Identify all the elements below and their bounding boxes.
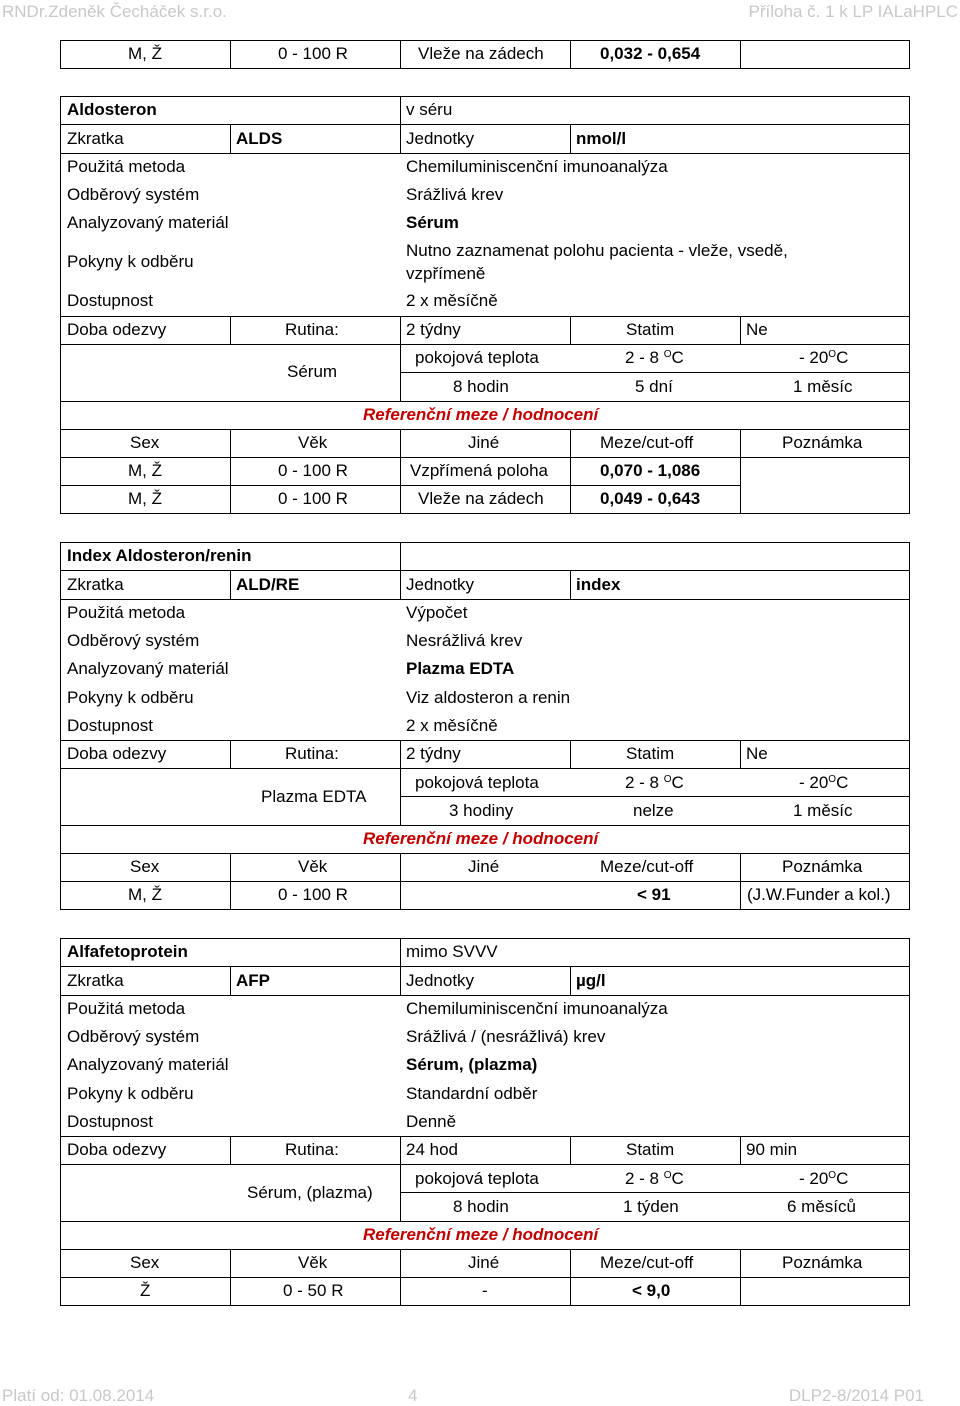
material-value: Plazma EDTA [406,659,515,678]
room-temp-value: 8 hodin [453,377,509,396]
statim-label: Statim [626,744,675,763]
fridge-temp-label: 2 - 8 $^O$C [625,773,684,792]
statim-label: Statim [626,320,675,339]
freeze-temp-value: 1 měsíc [793,801,853,820]
statim-value: Ne [746,744,768,763]
footer-doc-id: DLP2-8/2014 P01 [788,1386,924,1405]
rutina-value: 2 týdny [406,744,461,763]
col-other: Jiné [468,433,500,452]
statim-label: Statim [626,1140,675,1159]
ref-sex: M, Ž [128,44,162,63]
metoda-value: Chemiluminiscenční imunoanalýza [406,999,668,1018]
doba-label: Doba odezvy [67,320,167,339]
pokyny-label: Pokyny k odběru [67,1084,194,1103]
ref-age: 0 - 100 R [278,44,348,63]
system-value: Srážlivá / (nesrážlivá) krev [406,1027,606,1046]
col-sex: Sex [130,857,160,876]
zkratka-value: ALDS [236,129,283,148]
col-other: Jiné [468,857,500,876]
material-label: Analyzovaný materiál [67,213,229,232]
jednotky-label: Jednotky [406,575,475,594]
reference-title: Referenční meze / hodnocení [363,405,599,424]
col-limit: Meze/cut-off [600,433,694,452]
afp-block [60,938,910,1306]
zkratka-label: Zkratka [67,129,124,148]
jednotky-label: Jednotky [406,971,475,990]
dostupnost-value: 2 x měsíčně [406,291,498,310]
ref-limit: 0,032 - 0,654 [600,44,701,63]
jednotky-value: µg/l [576,971,606,990]
ref-note: (J.W.Funder a kol.) [747,885,891,904]
freeze-temp-label: - $20^OC$ [799,773,849,792]
ref-other: Vzpřímená poloha [410,461,548,480]
ref-age: 0 - 100 R [278,489,348,508]
ref-age: 0 - 50 R [283,1281,344,1300]
col-limit: Meze/cut-off [600,857,694,876]
material-value: Sérum, (plazma) [406,1055,538,1074]
doba-label: Doba odezvy [67,744,167,763]
header-attachment: Příloha č. 1 k LP IALaHPLC [748,2,958,21]
analyte-title: Aldosteron [67,100,157,119]
zkratka-value: ALD/RE [236,575,300,594]
dostupnost-value: 2 x měsíčně [406,716,498,735]
col-note: Poznámka [782,433,863,452]
ref-limit: < 9,0 [632,1281,671,1300]
zkratka-label: Zkratka [67,575,124,594]
system-label: Odběrový systém [67,631,200,650]
dostupnost-label: Dostupnost [67,716,153,735]
pokyny-label: Pokyny k odběru [67,252,194,271]
metoda-value: Výpočet [406,603,468,622]
col-note: Poznámka [782,857,863,876]
continuation-row [60,40,910,69]
col-sex: Sex [130,1253,160,1272]
ref-age: 0 - 100 R [278,885,348,904]
fridge-temp-value: nelze [633,801,674,820]
fridge-temp-label: 2 - 8 $^O$C [625,348,684,367]
pokyny-value-line2: vzpřímeně [406,264,486,283]
jednotky-label: Jednotky [406,129,475,148]
ref-limit: < 91 [637,885,671,904]
metoda-label: Použitá metoda [67,999,186,1018]
room-temp-value: 8 hodin [453,1197,509,1216]
reference-title: Referenční meze / hodnocení [363,829,599,848]
ref-limit: 0,049 - 0,643 [600,489,701,508]
room-temp-label: pokojová teplota [415,773,539,792]
system-label: Odběrový systém [67,1027,200,1046]
jednotky-value: nmol/l [576,129,627,148]
dostupnost-label: Dostupnost [67,1112,153,1131]
pokyny-value: Viz aldosteron a renin [406,688,571,707]
index-block [60,542,910,910]
zkratka-label: Zkratka [67,971,124,990]
ref-limit: 0,070 - 1,086 [600,461,701,480]
ref-age: 0 - 100 R [278,461,348,480]
ref-sex: Ž [140,1281,151,1300]
analyte-note: v séru [406,100,453,119]
ref-sex: M, Ž [128,489,162,508]
freeze-temp-label: - $20^OC$ [799,348,849,367]
pokyny-value: Standardní odběr [406,1084,538,1103]
analyte-note: mimo SVVV [406,942,498,961]
system-value: Nesrážlivá krev [406,631,523,650]
stability-material: Plazma EDTA [261,787,367,806]
col-other: Jiné [468,1253,500,1272]
zkratka-value: AFP [236,971,270,990]
rutina-value: 2 týdny [406,320,461,339]
doba-label: Doba odezvy [67,1140,167,1159]
fridge-temp-label: 2 - 8 $^O$C [625,1169,684,1188]
material-label: Analyzovaný materiál [67,659,229,678]
freeze-temp-value: 1 měsíc [793,377,853,396]
col-age: Věk [298,1253,328,1272]
metoda-label: Použitá metoda [67,157,186,176]
ref-sex: M, Ž [128,885,162,904]
ref-other: Vleže na zádech [418,489,544,508]
rutina-label: Rutina: [285,320,339,339]
metoda-label: Použitá metoda [67,603,186,622]
rutina-label: Rutina: [285,1140,339,1159]
statim-value: 90 min [746,1140,798,1159]
fridge-temp-value: 1 týden [623,1197,679,1216]
ref-other: Vleže na zádech [418,44,544,63]
footer-valid-from: Platí od: 01.08.2014 [2,1386,155,1405]
room-temp-label: pokojová teplota [415,1169,539,1188]
ref-other: - [482,1281,488,1300]
ref-sex: M, Ž [128,461,162,480]
dostupnost-label: Dostupnost [67,291,153,310]
material-label: Analyzovaný materiál [67,1055,229,1074]
system-value: Srážlivá krev [406,185,504,204]
reference-title: Referenční meze / hodnocení [363,1225,599,1244]
stability-material: Sérum [287,362,338,381]
jednotky-value: index [576,575,621,594]
room-temp-value: 3 hodiny [449,801,514,820]
metoda-value: Chemiluminiscenční imunoanalýza [406,157,668,176]
system-label: Odběrový systém [67,185,200,204]
col-note: Poznámka [782,1253,863,1272]
rutina-label: Rutina: [285,744,339,763]
room-temp-label: pokojová teplota [415,348,539,367]
stability-material: Sérum, (plazma) [247,1183,373,1202]
rutina-value: 24 hod [406,1140,458,1159]
pokyny-value-line1: Nutno zaznamenat polohu pacienta - vleže, vsedě, [406,241,788,260]
header-company: RNDr.Zdeněk Čecháček s.r.o. [2,2,227,21]
dostupnost-value: Denně [406,1112,457,1131]
footer-page-number: 4 [408,1386,418,1405]
analyte-title: Alfafetoprotein [67,942,188,961]
col-age: Věk [298,433,328,452]
col-age: Věk [298,857,328,876]
freeze-temp-label: - $20^OC$ [799,1169,849,1188]
col-sex: Sex [130,433,160,452]
analyte-title: Index Aldosteron/renin [67,546,252,565]
pokyny-label: Pokyny k odběru [67,688,194,707]
material-value: Sérum [406,213,459,232]
fridge-temp-value: 5 dní [635,377,673,396]
freeze-temp-value: 6 měsíců [787,1197,856,1216]
aldosteron-block [60,96,910,514]
col-limit: Meze/cut-off [600,1253,694,1272]
statim-value: Ne [746,320,768,339]
